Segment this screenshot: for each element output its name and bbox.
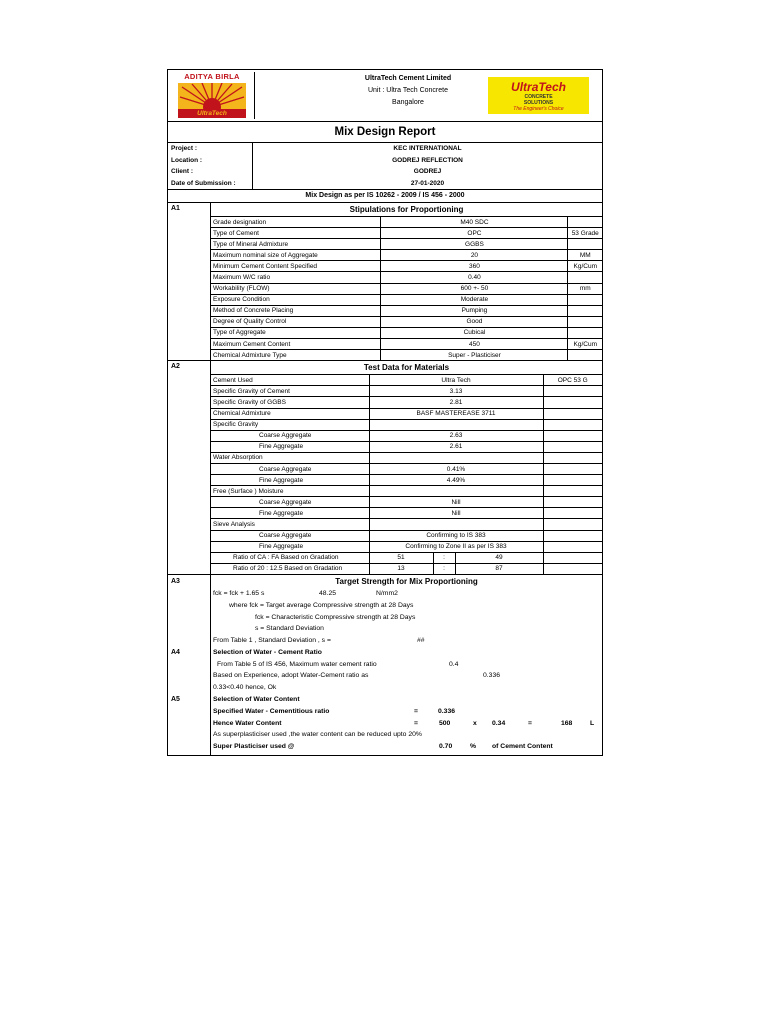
logo-tagline: The Engineer's Choice — [513, 106, 564, 112]
table-row — [211, 452, 602, 463]
table-cell: Grade designation — [211, 217, 381, 228]
section-a1 — [168, 203, 602, 361]
water-result: 168 — [561, 719, 573, 727]
a5-title — [211, 694, 602, 706]
table-cell: Cubical — [381, 327, 568, 338]
a4-text: From Table 5 of IS 456, Maximum water cement ratio — [217, 660, 377, 668]
a5-specified-line — [211, 706, 602, 718]
table-cell — [568, 239, 602, 250]
section-codes — [168, 575, 211, 755]
table-row — [211, 305, 602, 316]
table-row — [211, 294, 602, 305]
a4-title — [211, 647, 602, 659]
table-cell: MM — [568, 250, 602, 261]
section-title: Test Data for Materials — [211, 361, 602, 375]
table-cell — [568, 350, 602, 361]
table-row — [211, 441, 602, 452]
a3-code: A3 — [171, 577, 180, 585]
strength-unit: N/mm2 — [376, 589, 398, 597]
table-cell: 20 — [381, 250, 568, 261]
ultratech-concrete-logo — [488, 77, 589, 114]
table-row — [211, 563, 602, 574]
table-cell — [543, 408, 602, 419]
table-cell: OPC — [381, 228, 568, 239]
table-row — [211, 261, 602, 272]
project-values — [253, 143, 602, 189]
water-label: Hence Water Content — [213, 719, 282, 727]
location-label: Location : — [171, 156, 203, 164]
table-cell — [543, 452, 602, 463]
sp-percent: % — [470, 743, 477, 751]
table-cell: 600 +- 50 — [381, 283, 568, 294]
table-cell: Maximum nominal size of Aggregate — [211, 250, 381, 261]
where-line: s = Standard Deviation — [255, 625, 324, 633]
a3-where-1 — [211, 600, 602, 612]
section-a2-body — [211, 361, 602, 574]
table-cell: Exposure Condition — [211, 294, 381, 305]
table-row — [211, 350, 602, 361]
table-cell: : — [433, 552, 455, 563]
table-cell — [543, 519, 602, 530]
table-cell: Coarse Aggregate — [211, 430, 369, 441]
table-cell — [543, 441, 602, 452]
table-cell: : — [433, 563, 455, 574]
sp-note-text: As superplasticiser used ,the water content can be reduced upto 20% — [213, 731, 422, 739]
table-row — [211, 386, 602, 397]
table-cell — [543, 563, 602, 574]
code-spacer — [168, 659, 210, 694]
a3-where-3 — [211, 623, 602, 635]
table-cell — [543, 508, 602, 519]
table-cell: Degree of Quality Control — [211, 316, 381, 327]
table-row — [211, 272, 602, 283]
table-cell: Ratio of 20 : 12.5 Based on Gradation — [211, 563, 369, 574]
date-value: 27-01-2020 — [410, 179, 445, 187]
table-row — [211, 508, 602, 519]
table-cell — [543, 475, 602, 486]
a4-line-2 — [211, 670, 602, 682]
table-cell: Ratio of CA : FA Based on Gradation — [211, 552, 369, 563]
times-sign: x — [473, 719, 477, 727]
table-row — [211, 541, 602, 552]
code-spacer — [168, 588, 210, 647]
table-cell: Moderate — [381, 294, 568, 305]
a3-formula-line — [211, 588, 602, 600]
max-wc-value: 0.4 — [449, 660, 459, 668]
table-cell: 3.13 — [369, 386, 543, 397]
table-row — [211, 486, 602, 497]
report-header — [168, 70, 602, 122]
adopted-wc-value: 0.336 — [483, 672, 501, 680]
aditya-birla-logo — [170, 72, 255, 119]
table-cell: Specific Gravity of GGBS — [211, 397, 369, 408]
city-name: Bangalore — [392, 99, 424, 106]
table-row — [211, 239, 602, 250]
table-cell: Kg/Cum — [568, 261, 602, 272]
table-cell: Confirming to Zone II as per IS 383 — [369, 541, 543, 552]
ratio-table — [211, 552, 602, 574]
table-cell: Type of Aggregate — [211, 327, 381, 338]
table-row — [211, 497, 602, 508]
wc-rounded: 0.34 — [492, 719, 506, 727]
table-cell: 360 — [381, 261, 568, 272]
table-cell — [369, 419, 543, 430]
equals-sign: = — [414, 719, 418, 727]
std-dev-value: ## — [417, 637, 425, 645]
table-row — [211, 530, 602, 541]
section-a2 — [168, 361, 602, 575]
a5-sp-line — [211, 741, 602, 753]
sun-emblem-icon — [178, 83, 246, 109]
table-cell: Workability (FLOW) — [211, 283, 381, 294]
table-cell — [568, 305, 602, 316]
table-cell: BASF MASTEREASE 3711 — [369, 408, 543, 419]
logo-sub-concrete: CONCRETE — [524, 94, 553, 100]
table-cell: Type of Mineral Admixture — [211, 239, 381, 250]
a4-line-3 — [211, 682, 602, 694]
a4-check: 0.33<0.40 hence, Ok — [213, 684, 277, 692]
table-cell: mm — [568, 283, 602, 294]
table-cell: Super - Plasticiser — [381, 350, 568, 361]
sp-tail: of Cement Content — [492, 743, 553, 751]
table-cell: 49 — [455, 552, 543, 563]
table-cell — [543, 463, 602, 474]
table-cell — [543, 530, 602, 541]
table-cell — [543, 430, 602, 441]
water-unit: L — [590, 719, 595, 727]
project-label: Project : — [171, 145, 198, 152]
table-row — [211, 519, 602, 530]
logo-brand-text: ADITYA BIRLA — [184, 72, 240, 81]
table-row — [211, 250, 602, 261]
sp-label: Super Plasticiser used @ — [213, 743, 295, 751]
specified-label: Specified Water - Cementitious ratio — [213, 707, 330, 715]
table-cell: Fine Aggregate — [211, 541, 369, 552]
table-cell — [369, 452, 543, 463]
table-row — [211, 419, 602, 430]
table-cell: Specific Gravity — [211, 419, 369, 430]
table-row — [211, 228, 602, 239]
table-row — [211, 475, 602, 486]
table-row — [211, 375, 602, 386]
table-cell: Pumping — [381, 305, 568, 316]
section-code: A2 — [168, 361, 211, 574]
table-cell: Good — [381, 316, 568, 327]
a3-title: Target Strength for Mix Proportioning — [335, 576, 478, 586]
table-cell — [369, 486, 543, 497]
table-cell — [543, 386, 602, 397]
table-row — [211, 217, 602, 228]
formula: fck = fck + 1.65 s — [213, 589, 265, 597]
client-value: GODREJ — [413, 168, 442, 175]
table-cell: Chemical Admixture — [211, 408, 369, 419]
table-cell — [543, 552, 602, 563]
water-multiplier: 500 — [439, 719, 451, 727]
ultratech-logo-title: UltraTech — [511, 80, 566, 94]
section-title: Stipulations for Proportioning — [211, 203, 602, 217]
table-row — [211, 397, 602, 408]
table-cell: 13 — [369, 563, 433, 574]
project-info — [168, 143, 602, 190]
table-cell: 87 — [455, 563, 543, 574]
table-cell: OPC 53 G — [543, 375, 602, 386]
table-row — [211, 463, 602, 474]
unit-name: Unit : Ultra Tech Concrete — [367, 87, 448, 94]
table-cell: 0.41% — [369, 463, 543, 474]
table-cell: Maximum Cement Content — [211, 339, 381, 350]
table-cell: 0.40 — [381, 272, 568, 283]
table-cell — [568, 217, 602, 228]
table-row — [211, 552, 602, 563]
table-cell: Sieve Analysis — [211, 519, 369, 530]
date-label: Date of Submission : — [171, 179, 236, 187]
section-code: A1 — [168, 203, 211, 360]
table-cell: 450 — [381, 339, 568, 350]
calculations — [211, 575, 602, 755]
table-cell: Water Absorption — [211, 452, 369, 463]
table-cell — [568, 327, 602, 338]
a4-title-text: Selection of Water - Cement Ratio — [213, 648, 322, 656]
table-cell — [543, 541, 602, 552]
client-label: Client : — [171, 168, 194, 175]
target-strength-value: 48.25 — [319, 589, 337, 597]
project-labels — [168, 143, 253, 189]
table-cell: Type of Cement — [211, 228, 381, 239]
ultratech-small-label: UltraTech — [178, 109, 246, 118]
a4-line-1 — [211, 659, 602, 671]
table-cell: Confirming to IS 383 — [369, 530, 543, 541]
table-row — [211, 327, 602, 338]
section-a3-a5 — [168, 575, 602, 755]
a5-title-text: Selection of Water Content — [213, 696, 300, 704]
table-cell — [543, 497, 602, 508]
mix-design-sheet — [167, 69, 603, 756]
table-cell: Fine Aggregate — [211, 508, 369, 519]
table-cell: Ultra Tech — [369, 375, 543, 386]
a4-code: A4 — [171, 648, 180, 656]
a3-where-2 — [211, 612, 602, 624]
table-row — [211, 408, 602, 419]
table-ref: From Table 1 , Standard Deviation , s = — [213, 637, 331, 645]
table-cell — [568, 294, 602, 305]
table-cell: 2.63 — [369, 430, 543, 441]
location-value: GODREJ REFLECTION — [392, 156, 463, 164]
table-cell: Method of Concrete Placing — [211, 305, 381, 316]
table-cell: Kg/Cum — [568, 339, 602, 350]
table-cell: 2.61 — [369, 441, 543, 452]
table-cell: Specific Gravity of Cement — [211, 386, 369, 397]
where-line: where fck = Target average Compressive strength at 28 Days — [229, 601, 414, 609]
table-cell: Fine Aggregate — [211, 441, 369, 452]
table-cell — [369, 519, 543, 530]
a5-sp-note — [211, 729, 602, 741]
specified-value: 0.336 — [438, 707, 456, 715]
table-cell: Coarse Aggregate — [211, 530, 369, 541]
section-a1-body — [211, 203, 602, 360]
table-cell: Free (Surface ) Moisture — [211, 486, 369, 497]
table-cell: Nill — [369, 497, 543, 508]
table-cell: Nill — [369, 508, 543, 519]
table-cell: 4.49% — [369, 475, 543, 486]
sp-value: 0.70 — [439, 743, 453, 751]
report-title: Mix Design Report — [168, 122, 602, 143]
table-cell — [543, 486, 602, 497]
table-cell — [543, 419, 602, 430]
mix-design-standard: Mix Design as per IS 10262 - 2009 / IS 456 - 2000 — [168, 190, 602, 203]
table-row — [211, 316, 602, 327]
table-row — [211, 283, 602, 294]
where-line: fck = Characteristic Compressive strength at 28 Days — [255, 613, 416, 621]
table-cell: Minimum Cement Content Specified — [211, 261, 381, 272]
table-cell: Maximum W/C ratio — [211, 272, 381, 283]
a3-table-ref — [211, 635, 602, 647]
test-data-table — [211, 375, 602, 552]
table-cell — [543, 397, 602, 408]
project-value: KEC INTERNATIONAL — [393, 145, 462, 152]
table-cell: 2.81 — [369, 397, 543, 408]
table-cell: 53 Grade — [568, 228, 602, 239]
table-cell — [568, 316, 602, 327]
company-name: UltraTech Cement Limited — [364, 75, 452, 82]
equals-sign: = — [414, 707, 418, 715]
a4-text: Based on Experience, adopt Water-Cement ratio as — [213, 672, 369, 680]
bottom-spacer — [211, 753, 602, 755]
table-cell: Fine Aggregate — [211, 475, 369, 486]
table-cell: Chemical Admixture Type — [211, 350, 381, 361]
table-cell: GGBS — [381, 239, 568, 250]
equals-sign: = — [528, 719, 532, 727]
table-cell: Cement Used — [211, 375, 369, 386]
table-row — [211, 430, 602, 441]
table-row — [211, 339, 602, 350]
table-cell: Coarse Aggregate — [211, 463, 369, 474]
a5-water-line — [211, 718, 602, 730]
table-cell: M40 SDC — [381, 217, 568, 228]
logo-sub-solutions: SOLUTIONS — [523, 100, 554, 106]
table-cell: Coarse Aggregate — [211, 497, 369, 508]
stipulations-table — [211, 217, 602, 360]
company-block — [318, 73, 498, 109]
a5-code: A5 — [171, 695, 180, 703]
table-cell: 51 — [369, 552, 433, 563]
table-cell — [568, 272, 602, 283]
